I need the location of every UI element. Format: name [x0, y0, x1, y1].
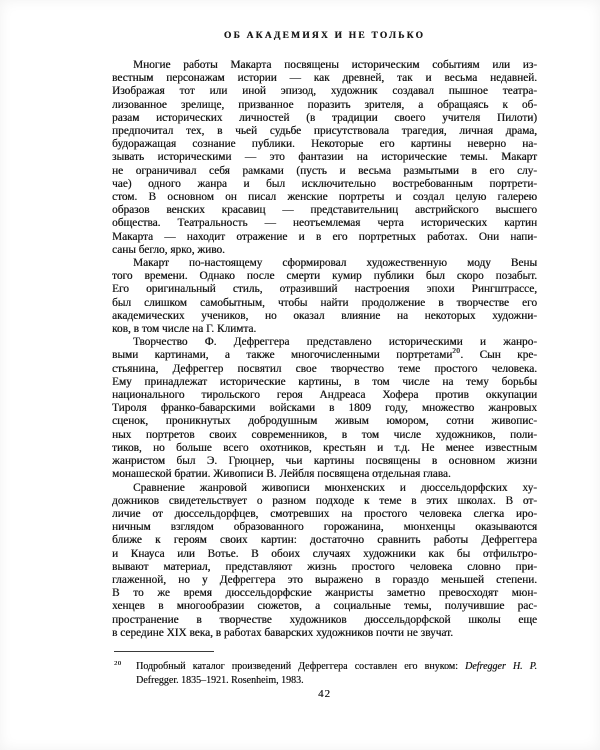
- body-text: [112, 59, 537, 640]
- body-line: предпочитал тех, в чьей судьбе присутствовала трагедия, личная драма,: [112, 125, 537, 138]
- body-line: лизованное зрелище, призванное поразить зрителя, а обращаясь к об-: [112, 98, 537, 111]
- body-line: общества. Театральность — неотъемлемая черта исторических картин: [112, 217, 537, 230]
- paragraph: [112, 257, 537, 336]
- body-line: пространение в творчестве художников дюссельдорфской школы еще: [112, 613, 537, 626]
- footnote-reference: 20: [452, 347, 461, 356]
- body-line: Ему принадлежат исторические картины, в том числе на тему борьбы: [112, 375, 537, 388]
- body-line: в середине XIX века, в работах баварских художников почти не звучат.: [112, 626, 453, 639]
- footnote-separator: [114, 651, 214, 652]
- paragraph: [112, 59, 537, 257]
- paragraph: [112, 482, 537, 640]
- body-line: того времени. Однако после смерти кумир публики был скоро позабыт.: [112, 270, 537, 283]
- body-line: не ограничивал себя рамками (пусть и весьма размытыми в его слу-: [112, 164, 537, 177]
- body-line: стом. В основном он писал женские портреты и создал целую галерею: [112, 191, 537, 204]
- body-line: вестным персонажам истории — как древней, так и весьма недавней.: [112, 72, 537, 85]
- body-line: жанристом был Э. Грюцнер, чьи картины посвящены в основном жизни: [112, 455, 537, 468]
- body-line: ных портретов своих современников, в том числе художников, поли-: [112, 428, 537, 441]
- body-line: глаженной, но у Дефреггера это выражено в гораздо меньшей степени.: [112, 573, 537, 586]
- footnote-marker: 20: [114, 660, 122, 667]
- body-line: Изображая тот или иной эпизод, художник создавал пышное театра-: [112, 85, 537, 98]
- body-line: дожников свидетельствует о разном подходе к теме в этих школах. В от-: [112, 494, 537, 507]
- body-line: Макарта — находит отражение и в его портретных работах. Они напи-: [112, 230, 537, 243]
- body-line: тиков, но больше всего охотников, крестьян и т.д. Не менее известным: [112, 441, 537, 454]
- body-line: ничным взглядом образованного горожанина, мюнхенцы оказываются: [112, 521, 537, 534]
- body-line: хенцев в многообразии сюжетов, а социальные темы, получившие рас-: [112, 600, 537, 613]
- body-line: Его оригинальный стиль, отразивший настроения эпохи Рингштрассе,: [112, 283, 537, 296]
- body-line: В то же время дюссельдорфские жанристы заметно превосходят мюн-: [112, 587, 537, 600]
- running-head: ОБ АКАДЕМИЯХ И НЕ ТОЛЬКО: [223, 31, 426, 41]
- footnote-line-1: [114, 657, 537, 674]
- body-line: ближе к героям своих картин: достаточно сравнить работы Дефреггера: [112, 534, 537, 547]
- body-line: саны бегло, ярко, живо.: [112, 243, 225, 256]
- body-line: зывать историческими — это фантазии на исторические темы. Макарт: [112, 151, 537, 164]
- body-line: сценок, проникнутых добродушным живым юмором, сотни живопис-: [112, 415, 537, 428]
- body-line: будоражащая сознание публики. Некоторые его картины неверно на-: [112, 138, 537, 151]
- body-line: личие от дюссельдорфцев, смотревших на простого человека слегка иро-: [112, 507, 537, 520]
- body-line: Тироля франко-баварскими войсками в 1809 году, множество жанровых: [112, 402, 537, 415]
- body-line: стьянина, Дефреггер посвятил свое творчество теме простого человека.: [112, 362, 537, 375]
- page-number: 42: [318, 688, 331, 700]
- body-line: монашеской братии. Живописи В. Лейбля посвящена отдельная глава.: [112, 468, 451, 481]
- paragraph: [112, 336, 537, 481]
- footnote-citation-author: Defregger H. P.: [464, 661, 537, 672]
- body-line: вывают материал, представляют жизнь простого человека словно при-: [112, 560, 537, 573]
- footnote: [114, 657, 537, 687]
- body-line: разам исторических личностей (в традиции своего учителя Пилоти): [112, 111, 537, 124]
- body-line: чае) одного жанра и был исключительно востребованным портрети-: [112, 177, 537, 190]
- body-line: Макарт по-настоящему сформировал художественную моду Вены: [133, 257, 537, 270]
- body-line: выми картинами, а также многочисленными портретами$^{20}$. Сын кре-: [112, 347, 537, 362]
- body-line: образов венских красавиц — представительниц австрийского высшего: [112, 204, 537, 217]
- body-line: и Кнауса или Вотье. В обоих случаях художники как бы отфильтро-: [112, 547, 537, 560]
- body-line: академических учеников, но оказал влияние на некоторых художни-: [112, 309, 537, 322]
- body-line: был слишком самобытным, чтобы найти продолжение в творчестве его: [112, 296, 537, 309]
- body-line: национального тирольского героя Андреаса Хофера против оккупации: [112, 389, 537, 402]
- footnote-text: Подробный каталог произведений Дефреггера составлен его внуком:: [136, 661, 465, 672]
- body-line: Творчество Ф. Дефреггера представлено историческими и жанро-: [133, 336, 537, 349]
- footnote-line-2: Defregger. 1835–1921. Rosenheim, 1983.: [136, 674, 304, 686]
- body-line: Многие работы Макарта посвящены историческим событиям или из-: [133, 59, 537, 71]
- body-line: ков, в том числе на Г. Климта.: [112, 323, 257, 336]
- body-line: Сравнение жанровой живописи мюнхенских и дюссельдорфских ху-: [133, 481, 537, 494]
